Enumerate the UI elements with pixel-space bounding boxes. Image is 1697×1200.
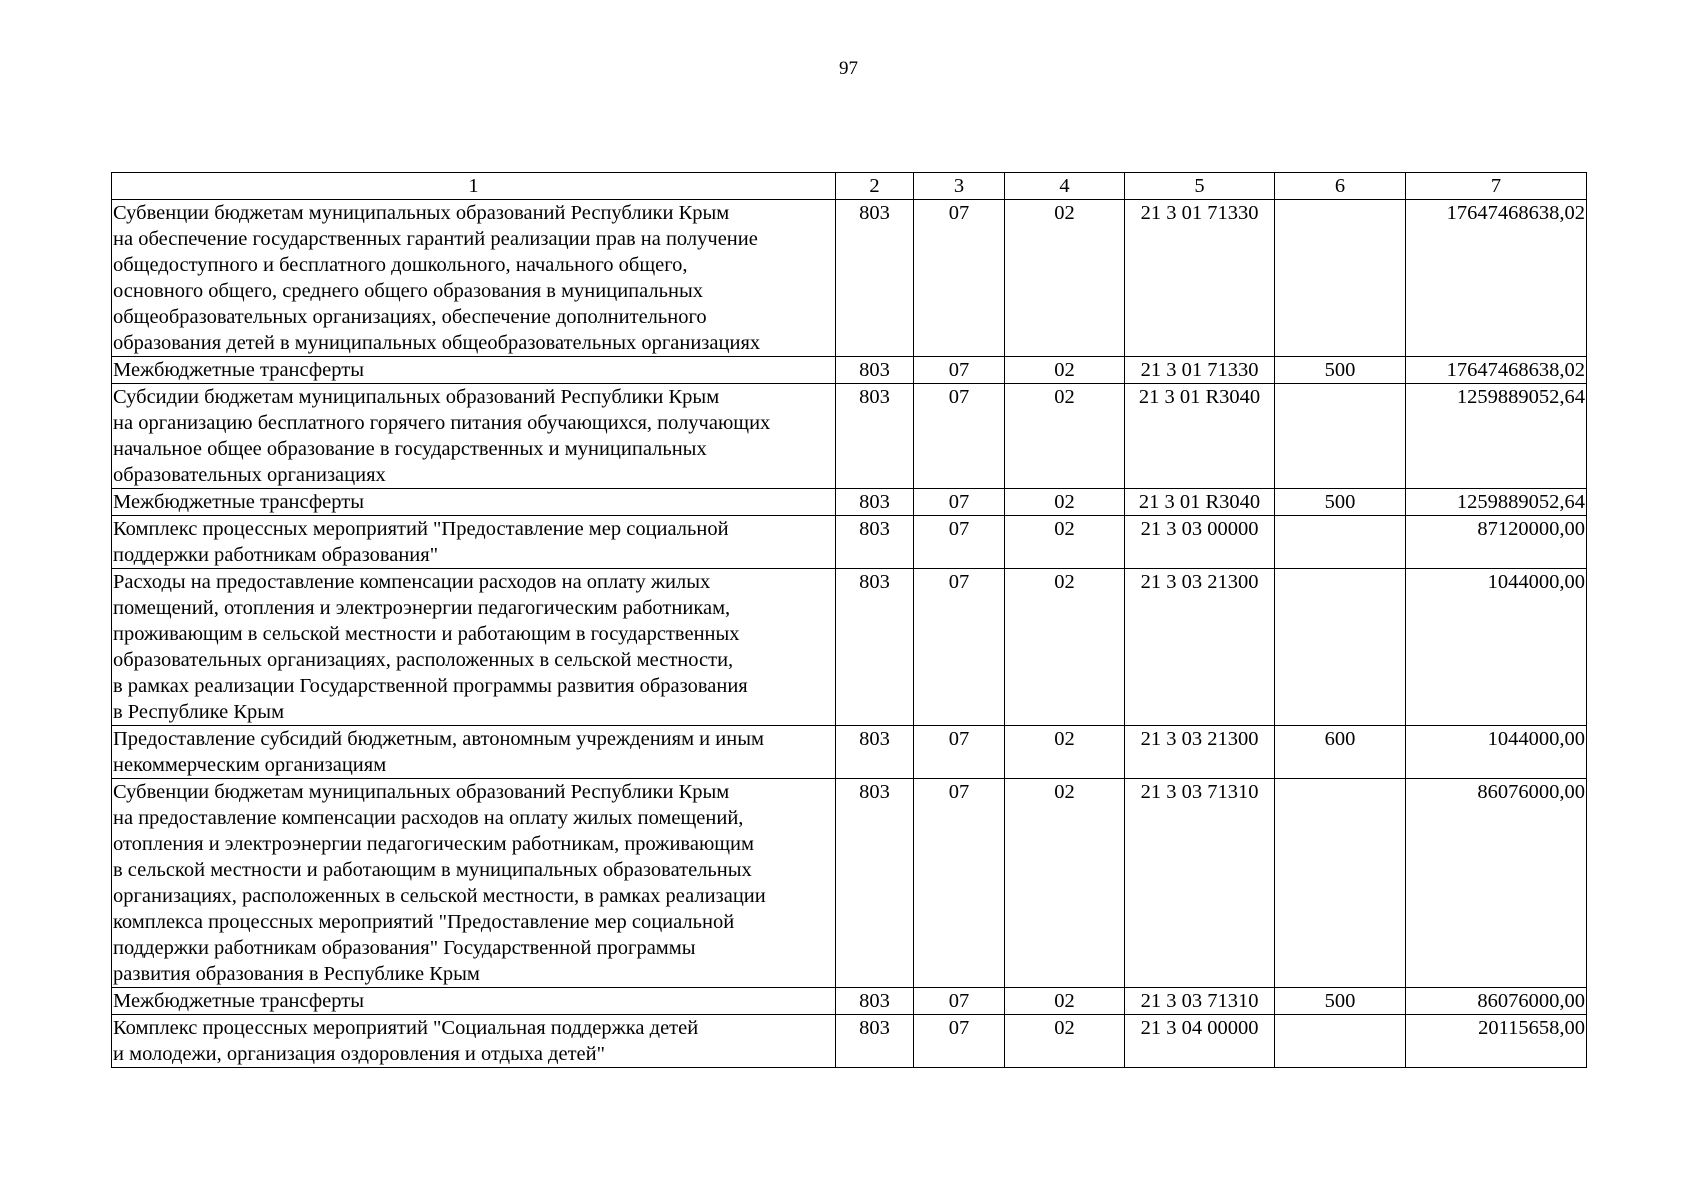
table-row (112, 569, 1587, 726)
subsection-code-cell: 02 (1005, 569, 1125, 726)
expense-type-cell: 500 (1275, 357, 1406, 384)
amount-cell: 87120000,00 (1406, 516, 1587, 569)
row-name-cell: Предоставление субсидий бюджетным, автономным учреждениям и иным некоммерческим организациям (112, 726, 836, 779)
amount-cell: 20115658,00 (1406, 1015, 1587, 1068)
expense-type-cell (1275, 569, 1406, 726)
subsection-code-cell: 02 (1005, 489, 1125, 516)
section-code-cell: 07 (914, 779, 1005, 988)
table-row (112, 988, 1587, 1015)
row-name-cell: Межбюджетные трансферты (112, 988, 836, 1015)
amount-cell: 86076000,00 (1406, 988, 1587, 1015)
table-row (112, 384, 1587, 489)
expense-type-cell: 600 (1275, 726, 1406, 779)
amount-cell: 17647468638,02 (1406, 200, 1587, 357)
ministry-code-cell: 803 (836, 489, 914, 516)
ministry-code-cell: 803 (836, 569, 914, 726)
target-article-cell: 21 3 03 71310 (1125, 988, 1275, 1015)
subsection-code-cell: 02 (1005, 1015, 1125, 1068)
section-code-cell: 07 (914, 200, 1005, 357)
section-code-cell: 07 (914, 726, 1005, 779)
row-name-cell: Субвенции бюджетам муниципальных образований Республики Крым на предоставление компенсации расходов на оплату жилых помещений, отопления и электроэнергии педагогическим работникам, проживающим в сельской местности и работающим в муниципальных образовательных организациях, расположенных в сельской местности, в рамках реализации комплекса процессных мероприятий "Предоставление мер социальной поддержки работникам образования" Государственной программы развития образования в Республике Крым (112, 779, 836, 988)
row-name-cell: Субсидии бюджетам муниципальных образований Республики Крым на организацию бесплатного горячего питания обучающихся, получающих начальное общее образование в государственных и муниципальных образовательных организациях (112, 384, 836, 489)
section-code-cell: 07 (914, 516, 1005, 569)
ministry-code-cell: 803 (836, 779, 914, 988)
table-row (112, 357, 1587, 384)
amount-cell: 1044000,00 (1406, 726, 1587, 779)
column-header: 7 (1406, 173, 1587, 200)
table-row (112, 779, 1587, 988)
target-article-cell: 21 3 03 21300 (1125, 569, 1275, 726)
section-code-cell: 07 (914, 489, 1005, 516)
section-code-cell: 07 (914, 988, 1005, 1015)
expense-type-cell: 500 (1275, 988, 1406, 1015)
ministry-code-cell: 803 (836, 357, 914, 384)
ministry-code-cell: 803 (836, 988, 914, 1015)
column-header: 3 (914, 173, 1005, 200)
target-article-cell: 21 3 01 71330 (1125, 357, 1275, 384)
section-code-cell: 07 (914, 1015, 1005, 1068)
row-name-cell: Комплекс процессных мероприятий "Социальная поддержка детей и молодежи, организация оздоровления и отдыха детей" (112, 1015, 836, 1068)
section-code-cell: 07 (914, 569, 1005, 726)
expense-type-cell (1275, 384, 1406, 489)
table-row (112, 726, 1587, 779)
column-header: 4 (1005, 173, 1125, 200)
row-name-cell: Комплекс процессных мероприятий "Предоставление мер социальной поддержки работникам образования" (112, 516, 836, 569)
expense-type-cell (1275, 516, 1406, 569)
table-row (112, 200, 1587, 357)
target-article-cell: 21 3 01 R3040 (1125, 489, 1275, 516)
column-header: 6 (1275, 173, 1406, 200)
target-article-cell: 21 3 01 71330 (1125, 200, 1275, 357)
target-article-cell: 21 3 04 00000 (1125, 1015, 1275, 1068)
amount-cell: 1259889052,64 (1406, 489, 1587, 516)
row-name-cell: Субвенции бюджетам муниципальных образований Республики Крым на обеспечение государственных гарантий реализации прав на получение общедоступного и бесплатного дошкольного, начального общего, основного общего, среднего общего образования в муниципальных общеобразовательных организациях, обеспечение дополнительного образования детей в муниципальных общеобразовательных организациях (112, 200, 836, 357)
section-code-cell: 07 (914, 357, 1005, 384)
section-code-cell: 07 (914, 384, 1005, 489)
target-article-cell: 21 3 03 71310 (1125, 779, 1275, 988)
ministry-code-cell: 803 (836, 1015, 914, 1068)
subsection-code-cell: 02 (1005, 200, 1125, 357)
subsection-code-cell: 02 (1005, 384, 1125, 489)
ministry-code-cell: 803 (836, 726, 914, 779)
target-article-cell: 21 3 03 21300 (1125, 726, 1275, 779)
column-header: 2 (836, 173, 914, 200)
table-row (112, 1015, 1587, 1068)
amount-cell: 1259889052,64 (1406, 384, 1587, 489)
subsection-code-cell: 02 (1005, 357, 1125, 384)
ministry-code-cell: 803 (836, 516, 914, 569)
subsection-code-cell: 02 (1005, 516, 1125, 569)
ministry-code-cell: 803 (836, 200, 914, 357)
expense-type-cell (1275, 1015, 1406, 1068)
subsection-code-cell: 02 (1005, 988, 1125, 1015)
row-name-cell: Межбюджетные трансферты (112, 489, 836, 516)
column-header: 1 (112, 173, 836, 200)
budget-table-body (112, 173, 1587, 1068)
table-header-row (112, 173, 1587, 200)
amount-cell: 1044000,00 (1406, 569, 1587, 726)
budget-table (111, 172, 1587, 1068)
subsection-code-cell: 02 (1005, 726, 1125, 779)
expense-type-cell (1275, 779, 1406, 988)
target-article-cell: 21 3 01 R3040 (1125, 384, 1275, 489)
row-name-cell: Межбюджетные трансферты (112, 357, 836, 384)
amount-cell: 86076000,00 (1406, 779, 1587, 988)
target-article-cell: 21 3 03 00000 (1125, 516, 1275, 569)
ministry-code-cell: 803 (836, 384, 914, 489)
expense-type-cell (1275, 200, 1406, 357)
expense-type-cell: 500 (1275, 489, 1406, 516)
table-row (112, 489, 1587, 516)
page-number: 97 (839, 58, 858, 79)
row-name-cell: Расходы на предоставление компенсации расходов на оплату жилых помещений, отопления и электроэнергии педагогическим работникам, проживающим в сельской местности и работающим в государственных образовательных организациях, расположенных в сельской местности, в рамках реализации Государственной программы развития образования в Республике Крым (112, 569, 836, 726)
column-header: 5 (1125, 173, 1275, 200)
table-row (112, 516, 1587, 569)
amount-cell: 17647468638,02 (1406, 357, 1587, 384)
subsection-code-cell: 02 (1005, 779, 1125, 988)
